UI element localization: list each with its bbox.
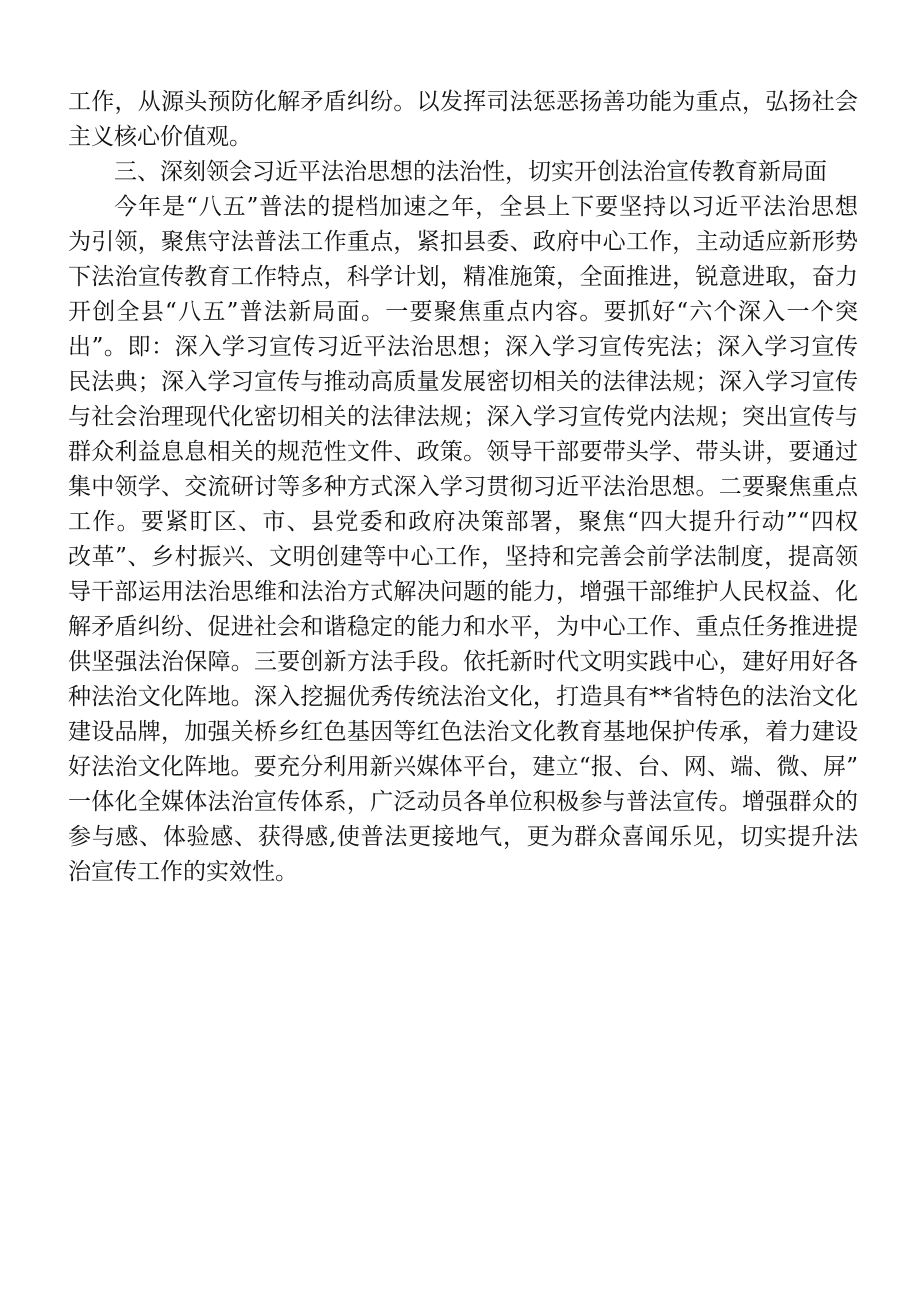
text-line: 民法典；深入学习宣传与推动高质量发展密切相关的法律法规；深入学习宣传 [68,369,858,395]
section-heading: 三、深刻领会习近平法治思想的法治性，切实开创法治宣传教育新局面 [114,159,827,185]
text-line: 工作，从源头预防化解矛盾纠纷。以发挥司法惩恶扬善功能为重点，弘扬社会 [68,89,858,115]
text-line: 出”。即：深入学习宣传习近平法治思想；深入学习宣传宪法；深入学习宣传 [68,334,858,360]
text-line: 供坚强法治保障。三要创新方法手段。依托新时代文明实践中心，建好用好各 [68,649,858,675]
text-line: 工作。要紧盯区、市、县党委和政府决策部署，聚焦“四大提升行动”“四权 [68,509,858,535]
text-line: 开创全县“八五”普法新局面。一要聚焦重点内容。要抓好“六个深入一个突 [68,299,858,325]
text-line: 解矛盾纠纷、促进社会和谐稳定的能力和水平，为中心工作、重点任务推进提 [68,614,858,640]
text-line: 主义核心价值观。 [68,124,252,150]
text-line: 为引领，聚焦守法普法工作重点，紧扣县委、政府中心工作，主动适应新形势 [68,229,858,255]
text-line: 一体化全媒体法治宣传体系，广泛动员各单位积极参与普法宣传。增强群众的 [68,789,858,815]
text-line: 下法治宣传教育工作特点，科学计划，精准施策，全面推进，锐意进取，奋力 [68,264,858,290]
text-line: 改革”、乡村振兴、文明创建等中心工作，坚持和完善会前学法制度，提高领 [68,544,858,570]
text-line: 建设品牌，加强关桥乡红色基因等红色法治文化教育基地保护传承，着力建设 [68,719,858,745]
text-line: 与社会治理现代化密切相关的法律法规；深入学习宣传党内法规；突出宣传与 [68,404,858,430]
text-line: 群众利益息息相关的规范性文件、政策。领导干部要带头学、带头讲，要通过 [68,439,858,465]
text-line: 种法治文化阵地。深入挖掘优秀传统法治文化，打造具有**省特色的法治文化 [68,684,858,710]
paragraph-first-line: 今年是“八五”普法的提档加速之年，全县上下要坚持以习近平法治思想 [114,194,858,220]
text-line: 参与感、体验感、获得感,使普法更接地气，更为群众喜闻乐见，切实提升法 [68,824,858,850]
text-line: 治宣传工作的实效性。 [68,859,298,885]
document-body [68,85,858,890]
text-line: 好法治文化阵地。要充分利用新兴媒体平台，建立“报、台、网、端、微、屏” [68,754,858,780]
text-line: 导干部运用法治思维和法治方式解决问题的能力，增强干部维护人民权益、化 [68,579,858,605]
text-line: 集中领学、交流研讨等多种方式深入学习贯彻习近平法治思想。二要聚焦重点 [68,474,858,500]
